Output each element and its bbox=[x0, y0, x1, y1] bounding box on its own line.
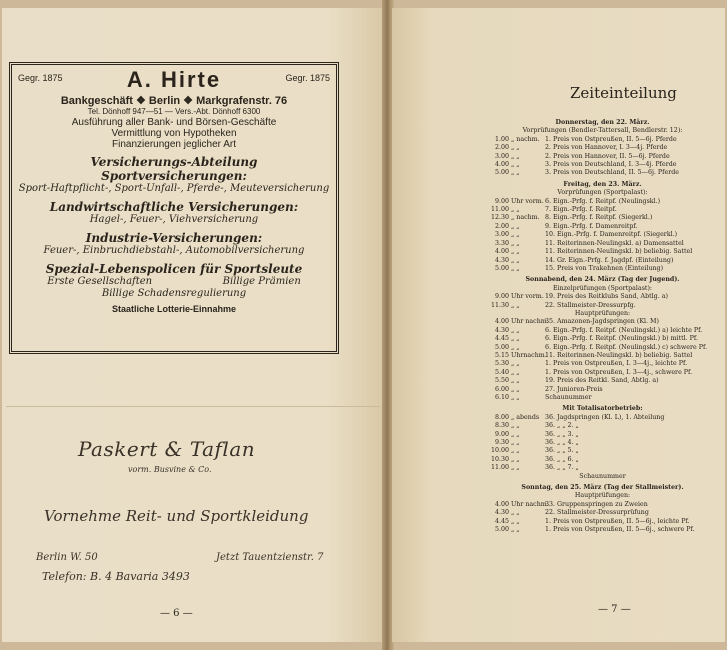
tailor-description: Vornehme Reit- und Sportkleidung bbox=[44, 507, 309, 525]
tailor-phone: Telefon: B. 4 Bavaria 3493 bbox=[42, 570, 190, 583]
row-unit: „ „ bbox=[511, 301, 520, 309]
row-unit: „ „ bbox=[511, 206, 520, 214]
row-event: 3. Preis von Deutschland, II. 5—6j. Pferde bbox=[545, 169, 679, 177]
row-event: 2. Preis von Hannover, II. 5—6j. Pferde bbox=[545, 152, 670, 160]
row-time: 4.45 bbox=[494, 517, 509, 525]
row-event: 27. Junioren-Preis bbox=[545, 385, 603, 393]
page-number-right: — 7 — bbox=[598, 604, 631, 615]
founded-right: Gegr. 1875 bbox=[285, 73, 330, 83]
row-event: 6. Eign.-Prfg. f. Reitpf. (Neulingskl.) bbox=[545, 197, 661, 205]
row-event: 3. Preis von Deutschland, I. 3—4j. Pferde bbox=[545, 161, 677, 169]
day-heading: Donnerstag, den 22. März. bbox=[555, 119, 650, 126]
schedule-row bbox=[480, 414, 725, 422]
row-time: 8.30 bbox=[494, 422, 509, 430]
row-time: 9.00 bbox=[494, 197, 509, 205]
row-event: 6. Eign.-Prfg. f. Reitpf. (Neulingskl.) a) leichte Pf. bbox=[545, 326, 703, 334]
tailor-name: Paskert & Taflan bbox=[78, 437, 256, 461]
tailor-city: Berlin W. 50 bbox=[36, 552, 98, 563]
row-unit: „ „ bbox=[511, 152, 520, 160]
schedule-row bbox=[480, 447, 725, 455]
lottery-line: Staatliche Lotterie-Einnahme bbox=[111, 304, 237, 314]
row-time: 4.00 bbox=[494, 500, 509, 508]
schedule-row bbox=[480, 240, 725, 248]
row-unit: „ „ bbox=[511, 264, 520, 272]
row-time: 6.10 bbox=[494, 394, 509, 401]
row-unit: „ „ bbox=[511, 343, 520, 351]
row-unit: „ „ bbox=[511, 169, 520, 177]
row-unit: „ nachm. bbox=[511, 214, 540, 222]
schedule-row bbox=[480, 344, 725, 352]
schedule-row bbox=[480, 509, 725, 517]
row-event: 36. „ „ 4. „ bbox=[545, 439, 579, 447]
row-event: 1. Preis von Ostpreußen, II. 5—6j. Pferde bbox=[545, 135, 677, 143]
section-col-right: Billige Prämien bbox=[222, 276, 301, 287]
row-unit: „ nachm. bbox=[511, 135, 540, 143]
section-label: Hauptprüfungen: bbox=[574, 309, 631, 317]
section-text: Feuer-, Einbruchdiebstahl-, Automobilversicherung bbox=[43, 245, 305, 256]
row-time: 4.00 bbox=[494, 161, 509, 169]
schedule-row bbox=[480, 327, 725, 335]
row-event: 1. Preis von Ostpreußen, II. 5—6j., schwere Pf. bbox=[545, 526, 695, 534]
schedule-row bbox=[480, 198, 725, 206]
section-label: Hauptprüfungen: bbox=[574, 492, 631, 500]
row-event: 9. Eign.-Prfg. f. Damenreitpf. bbox=[545, 222, 638, 230]
brand-name: A. Hirte bbox=[126, 67, 222, 92]
row-event: 1. Preis von Ostpreußen, I. 3—4j., leichte Pf. bbox=[545, 360, 688, 368]
section-text: Hagel-, Feuer-, Viehversicherung bbox=[89, 214, 259, 225]
row-time: 5.00 bbox=[494, 526, 509, 534]
section-col-left: Erste Gesellschaften bbox=[47, 276, 153, 287]
hirte-advertisement bbox=[9, 62, 339, 354]
day-heading: Sonnabend, den 24. März (Tag der Jugend). bbox=[525, 276, 680, 284]
row-unit: „ „ bbox=[511, 161, 520, 169]
row-unit: „ „ bbox=[511, 368, 520, 376]
row-unit: „ „ bbox=[511, 360, 520, 368]
row-unit: Uhr nachm. bbox=[511, 500, 549, 508]
section-subheading: Sportversicherungen: bbox=[101, 169, 247, 183]
schedule-row bbox=[480, 394, 725, 402]
row-time: 6.00 bbox=[494, 385, 509, 393]
schedule-row bbox=[480, 169, 725, 177]
row-event: 6. Eign.-Prfg. f. Reitpf. (Neulingskl.) c) schwere Pf. bbox=[545, 343, 708, 351]
schedule-row bbox=[480, 386, 725, 394]
schedule-row bbox=[480, 144, 725, 152]
row-unit: Uhr vorm. bbox=[511, 197, 544, 205]
row-time: 3.00 bbox=[494, 152, 509, 160]
row-event: 22. Stallmeister-Dressurpfg. bbox=[545, 301, 636, 309]
row-event: 11. Reiterinnen-Neulingskl. b) beliebig. Sattel bbox=[545, 248, 693, 256]
schedule-row bbox=[480, 360, 725, 368]
schedule-row bbox=[480, 369, 725, 377]
schedule-row bbox=[480, 293, 725, 301]
tailor-advertisement bbox=[6, 406, 380, 597]
day-heading: Freitag, den 23. März. bbox=[563, 180, 642, 188]
schedule-row bbox=[480, 161, 725, 169]
schedule-row bbox=[480, 377, 725, 385]
row-time: 4.30 bbox=[494, 256, 509, 264]
row-time: 9.00 bbox=[494, 430, 509, 438]
row-event: 7. Eign.-Prfg. f. Reitpf. bbox=[545, 206, 617, 214]
row-unit: Uhr nachm. bbox=[511, 318, 549, 326]
schedule-row bbox=[480, 431, 725, 439]
row-time: 5.40 bbox=[494, 368, 509, 376]
row-time: 5.00 bbox=[494, 343, 509, 351]
day-heading: Sonntag, den 25. März (Tag der Stallmeister). bbox=[521, 484, 684, 492]
row-time: 3.00 bbox=[494, 231, 509, 239]
row-time: 10.30 bbox=[490, 455, 509, 463]
row-event: 11. Reiterinnen-Neulingskl. b) beliebig. Sattel bbox=[545, 351, 693, 359]
row-event: 11. Reiterinnen-Neulingskl. a) Damensattel bbox=[545, 239, 684, 247]
row-time: 11.00 bbox=[490, 464, 509, 472]
service-1: Ausführung aller Bank- und Börsen-Geschäfte bbox=[71, 117, 277, 128]
founded-left: Gegr. 1875 bbox=[18, 73, 63, 83]
row-unit: „ „ bbox=[511, 464, 520, 472]
row-event: 15. Preis von Trakehnen (Einteilung) bbox=[545, 264, 664, 272]
row-event: 36. „ „ 3. „ bbox=[545, 430, 579, 438]
row-unit: „ „ bbox=[511, 509, 520, 517]
schedule-row bbox=[480, 153, 725, 161]
row-unit: „ „ bbox=[511, 439, 520, 447]
tailor-address: Jetzt Tauentzienstr. 7 bbox=[216, 552, 324, 563]
row-time: 4.30 bbox=[494, 326, 509, 334]
row-unit: „ „ bbox=[511, 526, 520, 534]
tailor-formerly: vorm. Busvine & Co. bbox=[128, 465, 212, 474]
schedule-row bbox=[480, 439, 725, 447]
row-unit: „ „ bbox=[511, 455, 520, 463]
row-event: 8. Eign.-Prfg. f. Reitpf. (Siegerkl.) bbox=[545, 214, 653, 222]
schedule-row bbox=[480, 231, 725, 239]
section-heading: Versicherungs-Abteilung bbox=[90, 155, 258, 169]
schedule-row bbox=[480, 352, 725, 360]
row-unit: „ „ bbox=[511, 335, 520, 343]
row-time: 5.00 bbox=[494, 264, 509, 272]
schedule-row bbox=[480, 526, 725, 534]
row-time: 9.00 bbox=[494, 293, 509, 301]
row-event: 36. „ „ 2. „ bbox=[545, 422, 579, 430]
row-event: Schaunummer bbox=[545, 394, 592, 401]
section-text: Sport-Haftpflicht-, Sport-Unfall-, Pferde-, Meuteversicherung bbox=[18, 183, 330, 194]
row-event: 36. „ „ 5. „ bbox=[545, 447, 579, 455]
row-event: 2. Preis von Hannover, I. 3—4j. Pferde bbox=[545, 144, 668, 152]
row-time: 11.00 bbox=[490, 206, 509, 214]
row-time: 8.00 bbox=[494, 413, 509, 421]
row-time: 5.30 bbox=[494, 360, 509, 368]
schedule-row bbox=[480, 248, 725, 256]
row-time: 3.30 bbox=[494, 239, 509, 247]
row-time: 2.00 bbox=[494, 222, 509, 230]
schedule-row bbox=[480, 422, 725, 430]
row-event: 36. Jagdspringen (Kl. L), 1. Abteilung bbox=[545, 413, 665, 421]
service-3: Finanzierungen jeglicher Art bbox=[112, 139, 236, 150]
row-unit: „ „ bbox=[511, 422, 520, 430]
row-time: 2.00 bbox=[494, 144, 509, 152]
row-time: 5.00 bbox=[494, 169, 509, 177]
row-time: 4.45 bbox=[494, 335, 509, 343]
schedule-row bbox=[480, 456, 725, 464]
row-event: 19. Preis des Reitkl. Sand, Abtlg. a) bbox=[545, 377, 659, 385]
page-number-left: — 6 — bbox=[160, 608, 193, 619]
row-time: 4.00 bbox=[494, 318, 509, 326]
schedule-row bbox=[480, 518, 725, 526]
row-unit: „ „ bbox=[511, 394, 520, 401]
schedule-row bbox=[480, 136, 725, 144]
schedule-row bbox=[480, 214, 725, 222]
row-event: 1. Preis von Ostpreußen, I. 3—4j., schwere Pf. bbox=[545, 368, 693, 376]
row-time: 4.00 bbox=[494, 248, 509, 256]
section-heading: Spezial-Lebenspolicen für Sportsleute bbox=[45, 262, 303, 276]
row-event: 36. „ „ 6. „ bbox=[545, 455, 579, 463]
row-time: 9.30 bbox=[494, 439, 509, 447]
row-event: 6. Eign.-Prfg. f. Reitpf. (Neulingskl.) b) mittl. Pf. bbox=[545, 335, 698, 343]
row-event: 33. Gruppenspringen zu Zweien bbox=[545, 500, 648, 508]
section-heading: Landwirtschaftliche Versicherungen: bbox=[49, 200, 299, 214]
row-event: 14. Gr. Eign.-Prfg. f. Jagdpf. (Einteilung) bbox=[545, 256, 674, 264]
telephone-line: Tel. Dönhoff 947—51 — Vers.-Abt. Dönhoff 6300 bbox=[87, 107, 261, 116]
section-label: Schaunummer bbox=[579, 472, 626, 480]
schedule-row bbox=[480, 265, 725, 273]
schedule-row bbox=[480, 302, 725, 310]
row-unit: „ „ bbox=[511, 447, 520, 455]
service-2: Vermittlung von Hypotheken bbox=[111, 128, 237, 139]
schedule-row bbox=[480, 335, 725, 343]
row-unit: Uhr vorm. bbox=[511, 293, 544, 301]
row-event: 22. Stallmeister-Dressurprüfung bbox=[545, 509, 649, 517]
row-unit: „ abends bbox=[511, 413, 540, 421]
row-time: 5.15 bbox=[494, 351, 509, 359]
schedule-row bbox=[480, 318, 725, 326]
schedule-row bbox=[480, 464, 725, 472]
row-unit: „ „ bbox=[511, 248, 520, 256]
row-time: 11.30 bbox=[490, 301, 509, 309]
schedule-row bbox=[480, 223, 725, 231]
row-unit: „ „ bbox=[511, 326, 520, 334]
row-time: 5.50 bbox=[494, 377, 509, 385]
row-time: 4.30 bbox=[494, 509, 509, 517]
section-heading: Industrie-Versicherungen: bbox=[85, 231, 263, 245]
row-unit: „ „ bbox=[511, 144, 520, 152]
row-time: 1.00 bbox=[494, 135, 509, 143]
schedule-row bbox=[480, 501, 725, 509]
row-unit: „ „ bbox=[511, 239, 520, 247]
row-event: 19. Preis des Reitklubs Sand, Abtlg. a) bbox=[545, 293, 668, 301]
row-unit: „ „ bbox=[511, 222, 520, 230]
section-label: Vorprüfungen (Sportpalast): bbox=[557, 189, 648, 197]
row-time: 10.00 bbox=[490, 447, 509, 455]
schedule bbox=[480, 116, 725, 535]
row-unit: „ „ bbox=[511, 377, 520, 385]
row-event: 35. Amazonen-Jagdspringen (Kl. M) bbox=[545, 318, 659, 326]
row-unit: „ „ bbox=[511, 256, 520, 264]
section-label: Vorprüfungen (Bendler-Tattersall, Bendlerstr. 12): bbox=[522, 127, 683, 135]
day-heading: Mit Totalisatorbetrieb: bbox=[562, 405, 643, 413]
row-unit: Uhrnachm. bbox=[511, 351, 547, 359]
section-text: Billige Schadensregulierung bbox=[101, 288, 247, 299]
row-event: 1. Preis von Ostpreußen, II. 5—6j., leichte Pf. bbox=[545, 517, 690, 525]
row-unit: „ „ bbox=[511, 231, 520, 239]
section-label: Einzelprüfungen (Sportpalast): bbox=[552, 284, 653, 292]
row-unit: „ „ bbox=[511, 517, 520, 525]
row-event: 36. „ „ 7. „ bbox=[545, 464, 579, 472]
bank-address: Bankgeschäft ❖ Berlin ❖ Markgrafenstr. 76 bbox=[60, 95, 288, 107]
schedule-row bbox=[480, 206, 725, 214]
schedule-title: Zeiteinteilung bbox=[570, 84, 677, 102]
row-unit: „ „ bbox=[511, 385, 520, 393]
row-time: 12.30 bbox=[490, 214, 509, 222]
row-unit: „ „ bbox=[511, 430, 520, 438]
row-event: 10. Eign.-Prfg. f. Damenreitpf. (Siegerkl.) bbox=[545, 231, 678, 239]
schedule-row bbox=[480, 257, 725, 265]
left-page bbox=[2, 8, 384, 642]
